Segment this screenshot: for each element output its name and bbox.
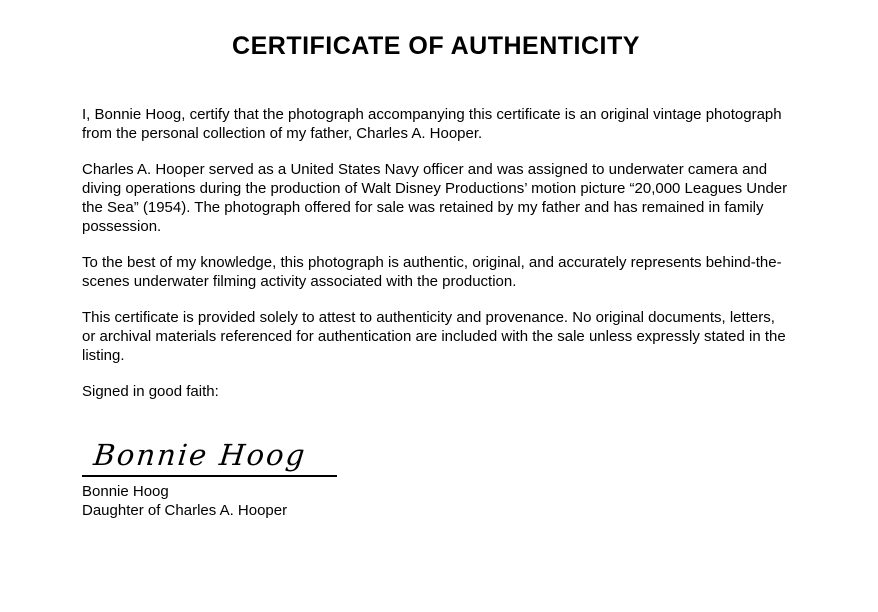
paragraph-certify-statement: I, Bonnie Hoog, certify that the photograph accompanying this certificate is an original vintage photograph from the personal collection of my father, Charles A. Hooper. (82, 106, 782, 142)
paragraph-authenticity-statement: To the best of my knowledge, this photograph is authentic, original, and accurately represents behind-the-scenes underwater filming activity associated with the production. (82, 254, 782, 290)
certificate-content (82, 0, 790, 520)
paragraph-disclaimer: This certificate is provided solely to attest to authenticity and provenance. No original documents, letters, or archival materials referenced for authentication are included with the sale unless expressly stated in the listing. (82, 309, 786, 364)
signature-script: Bonnie Hoog (92, 438, 309, 472)
signatory-name: Bonnie Hoog (82, 483, 169, 500)
closing-line: Signed in good faith: (82, 383, 219, 400)
certificate-title: CERTIFICATE OF AUTHENTICITY (232, 32, 640, 60)
signatory-relation: Daughter of Charles A. Hooper (82, 502, 288, 519)
paragraph-provenance-background: Charles A. Hooper served as a United States Navy officer and was assigned to underwater camera and diving operations during the production of Walt Disney Productions’ motion picture “20,000 Leagues Under the Sea” (1954). The photograph offered for sale was retained by my father and has remained in family possession. (82, 161, 788, 235)
signature-block (82, 439, 337, 477)
